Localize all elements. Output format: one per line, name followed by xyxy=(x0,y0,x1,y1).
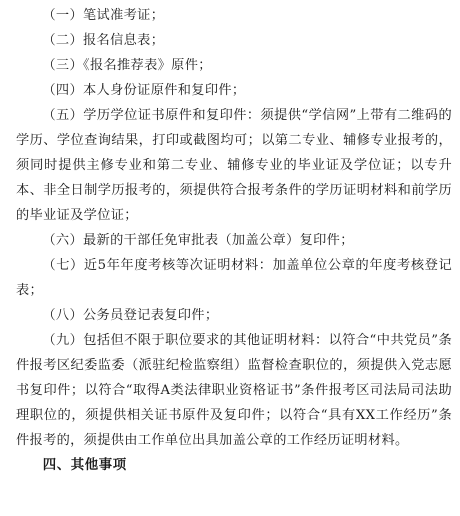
item-9: （九）包括但不限于职位要求的其他证明材料：以符合“中共党员”条件报考区纪委监委（派驻纪检监察组）监督检查职位的，须提供入党志愿书复印件；以符合“取得A类法律职业资格证书”条件报考区司法局司法助理职位的，须提供相关证书原件及复印件；以符合“具有XX工作经历”条件报考的，须提供由工作单位出具加盖公章的工作经历证明材料。 xyxy=(16,333,452,448)
item-2: （二）报名信息表； xyxy=(42,33,165,48)
item-4: （四）本人身份证原件和复印件； xyxy=(42,83,246,98)
item-8: （八）公务员登记表复印件； xyxy=(42,308,219,323)
item-7: （七）近5年年度考核等次证明材料：加盖单位公章的年度考核登记表； xyxy=(16,258,452,298)
item-3: （三）《报名推荐表》原件； xyxy=(42,58,212,73)
item-5: （五）学历学位证书原件和复印件：须提供“学信网”上带有二维码的学历、学位查询结果，打印或截图均可；以第二专业、辅修专业报考的，须同时提供主修专业和第二专业、辅修专业的毕业证及学位证；以专升本、非全日制学历报考的，须提供符合报考条件的学历证明材料和前学历的毕业证及学位证； xyxy=(16,108,452,223)
item-6: （六）最新的干部任免审批表（加盖公章）复印件； xyxy=(42,233,354,248)
item-1: （一）笔试准考证； xyxy=(42,8,165,23)
section-heading: 四、其他事项 xyxy=(42,458,127,473)
